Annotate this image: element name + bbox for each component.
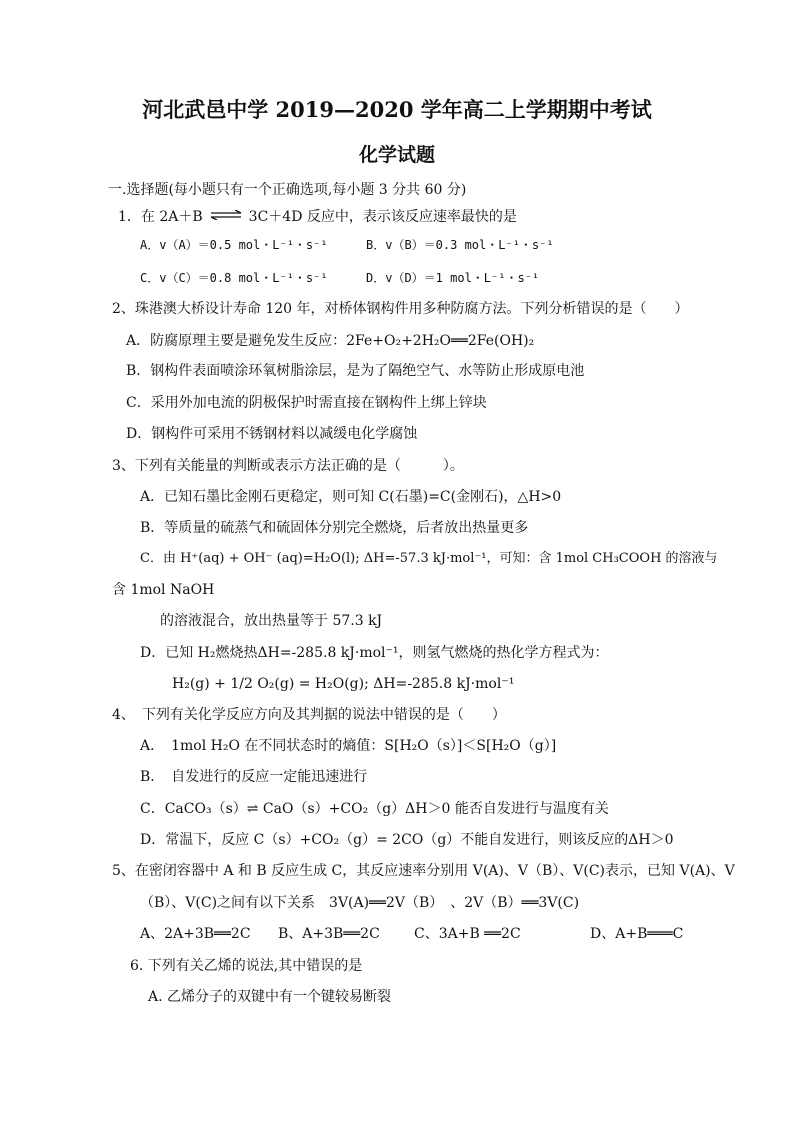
q4-option-a: A． 1mol H₂O 在不同状态时的熵值：S[H₂O（s）]＜S[H₂O（g）]: [140, 738, 557, 754]
q3-option-a: A．已知石墨比金刚石更稳定，则可知 C(石墨)=C(金刚石)，△H>0: [140, 489, 562, 505]
q2-stem: 2、珠港澳大桥设计寿命 120 年，对桥体钢构件用多种防腐方法。下列分析错误的是（ ）: [112, 301, 689, 317]
q4-option-b: B． 自发进行的反应一定能迅速进行: [140, 769, 368, 785]
q1-option-d: D．v（D）＝1 mol・L⁻¹・s⁻¹: [366, 271, 540, 285]
equilibrium-arrow-icon: [209, 210, 243, 220]
q1-option-a: A．v（A）＝0.5 mol・L⁻¹・s⁻¹: [140, 238, 328, 252]
q5-option-a: A、2A+3B══2C: [140, 926, 251, 942]
q1-stem-post: 3C＋4D 反应中，表示该反应速率最快的是: [248, 209, 517, 225]
q3-option-c-line2: 含 1mol NaOH: [112, 582, 215, 598]
q1-option-b: B．v（B）＝0.3 mol・L⁻¹・s⁻¹: [366, 238, 554, 252]
q1-stem: [118, 208, 517, 226]
q4-option-c: C．CaCO₃（s）⇌ CaO（s）+CO₂（g）ΔH＞0 能否自发进行与温度有关: [140, 801, 609, 817]
q4-option-d: D．常温下，反应 C（s）+CO₂（g）= 2CO（g）不能自发进行，则该反应的ΔH＞0: [140, 832, 674, 848]
exam-title: 河北武邑中学 2019—2020 学年高二上学期期中考试: [142, 97, 652, 122]
q3-option-c-line3: 的溶液混合，放出热量等于 57.3 kJ: [160, 613, 383, 629]
q1-option-c: C．v（C）＝0.8 mol・L⁻¹・s⁻¹: [140, 271, 328, 285]
q2-option-c: C．采用外加电流的阴极保护时需直接在钢构件上绑上锌块: [126, 395, 487, 411]
q2-option-a: A．防腐原理主要是避免发生反应：2Fe+O₂+2H₂O══2Fe(OH)₂: [126, 333, 535, 349]
q3-stem: 3、下列有关能量的判断或表示方法正确的是（ ）。: [112, 458, 464, 474]
q3-option-c-line1: C．由 H⁺(aq) + OH⁻ (aq)=H₂O(l); ΔH=-57.3 kJ·mol⁻¹，可知：含 1mol CH₃COOH 的溶液与: [140, 551, 718, 566]
q2-option-d: D．钢构件可采用不锈钢材料以减缓电化学腐蚀: [126, 426, 418, 442]
q6-stem: 6. 下列有关乙烯的说法,其中错误的是: [130, 958, 363, 974]
section-heading: 一.选择题(每小题只有一个正确选项,每小题 3 分共 60 分): [108, 182, 467, 198]
exam-subtitle: 化学试题: [358, 144, 435, 166]
q4-stem: 4、 下列有关化学反应方向及其判据的说法中错误的是（ ）: [112, 707, 506, 723]
q5-option-d: D、A+B═══C: [590, 926, 684, 942]
q5-stem-line1: 5、在密闭容器中 A 和 B 反应生成 C，其反应速率分别用 V(A)、V（B）、V(C)表示，已知 V(A)、V: [112, 863, 735, 879]
q6-option-a: A. 乙烯分子的双键中有一个键较易断裂: [148, 989, 392, 1005]
q3-option-b: B．等质量的硫蒸气和硫固体分别完全燃烧，后者放出热量更多: [140, 520, 529, 536]
q5-option-c: C、3A+B ══2C: [414, 926, 521, 942]
q5-option-b: B、A+3B══2C: [278, 926, 380, 942]
q3-option-d-line2: H₂(g) + 1/2 O₂(g) = H₂O(g); ΔH=-285.8 kJ·mol⁻¹: [172, 676, 515, 692]
q1-stem-pre: 1．在 2A＋B: [118, 209, 203, 225]
q5-stem-line2: （B）、V(C)之间有以下关系 3V(A)══2V（B） 、2V（B）══3V(C): [140, 895, 580, 911]
q3-option-d-line1: D．已知 H₂燃烧热ΔH=-285.8 kJ·mol⁻¹，则氢气燃烧的热化学方程式为：: [140, 645, 609, 661]
q2-option-b: B．钢构件表面喷涂环氧树脂涂层，是为了隔绝空气、水等防止形成原电池: [126, 363, 585, 379]
